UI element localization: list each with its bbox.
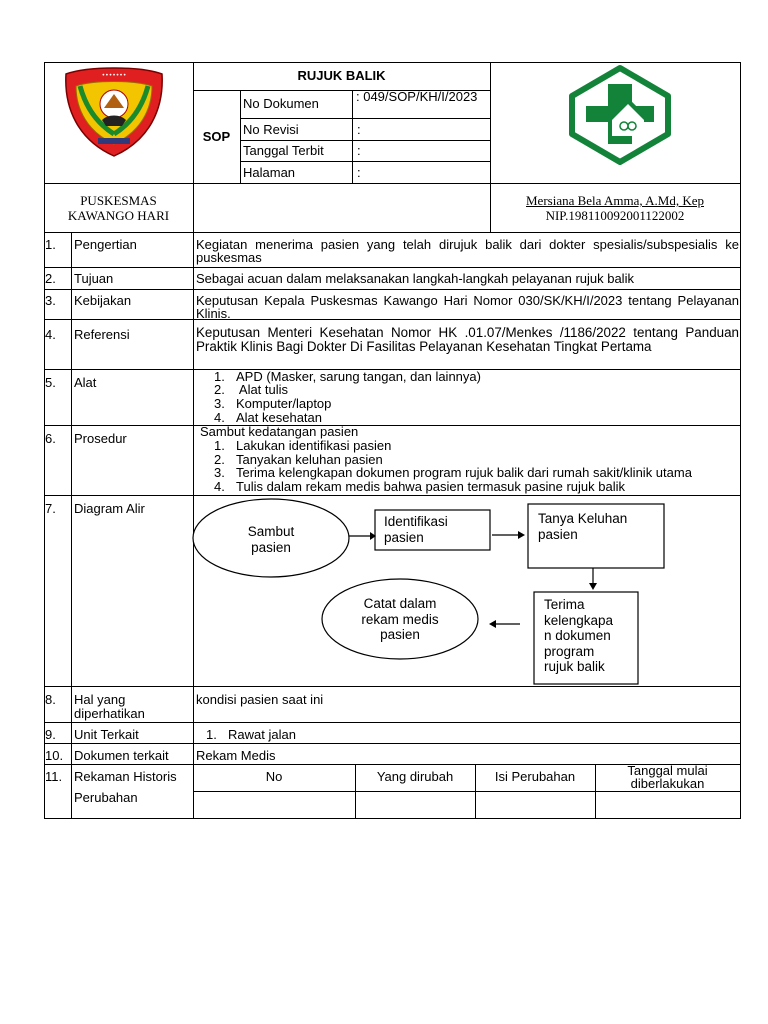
flow-node-sambut: Sambut pasien (247, 524, 295, 555)
row-label-pengertian: Pengertian (74, 237, 137, 252)
alat-item: Alat kesehatan (236, 410, 323, 425)
prosedur-step: Terima kelengkapan dokumen program rujuk balik dari rumah sakit/klinik utama (236, 465, 692, 480)
row-number: 7. (45, 501, 56, 516)
row-label-unit-terkait: Unit Terkait (74, 727, 139, 742)
prosedur-intro: Sambut kedatangan pasien (200, 424, 359, 439)
org-name-line1: PUSKESMAS (80, 193, 157, 208)
row-number: 2. (45, 271, 56, 286)
pengertian-text: Kegiatan menerima pasien yang telah dirujuk balik dari dokter spesialis/subspesialis ke puskesmas (196, 237, 739, 265)
flow-arrow-3-head (589, 583, 597, 590)
field-label-no-revisi: No Revisi (243, 122, 299, 137)
row-label-hal-line2: diperhatikan (74, 706, 145, 721)
signer-name: Mersiana Bela Amma, A.Md, Kep (526, 193, 704, 208)
alat-item: APD (Masker, sarung tangan, dan lainnya) (236, 369, 481, 384)
kebijakan-text: Keputusan Kepala Puskesmas Kawango Hari Nomor 030/SK/KH/I/2023 tentang Pelayanan Klinis. (196, 293, 739, 321)
field-value-no-revisi: : (357, 122, 361, 137)
field-label-no-dokumen: No Dokumen (243, 96, 319, 111)
row-label-kebijakan: Kebijakan (74, 293, 132, 308)
flow-node-catat: Catat dalam rekam medis pasien (361, 596, 439, 642)
row-label-diagram-alir: Diagram Alir (74, 501, 145, 516)
flow-node-terima: Terima kelengkapa n dokumen program rujuk balik (544, 597, 614, 674)
hal-text: kondisi pasien saat ini (196, 692, 324, 707)
row-label-rekaman-line2: Perubahan (74, 790, 138, 805)
list-item-number: 2. (214, 452, 225, 467)
field-value-halaman: : (357, 165, 361, 180)
row-number: 11. (45, 769, 63, 784)
flow-arrow-2-head (518, 531, 525, 539)
row-number: 9. (45, 727, 56, 742)
field-value-tanggal-terbit: : (357, 143, 361, 158)
list-item-number: 3. (214, 465, 225, 480)
row-number: 8. (45, 692, 56, 707)
row-label-dokumen-terkait: Dokumen terkait (74, 748, 169, 763)
alat-item: Komputer/laptop (236, 396, 332, 411)
tujuan-text: Sebagai acuan dalam melaksanakan langkah-langkah pelayanan rujuk balik (196, 271, 634, 286)
row-label-rekaman-line1: Rekaman Historis (74, 769, 177, 784)
org-name-line2: KAWANGO HARI (67, 208, 170, 223)
flow-arrow-4-head (489, 620, 496, 628)
alat-item: Alat tulis (236, 382, 289, 397)
row-number: 1. (45, 237, 56, 252)
list-item-number: 1. (214, 438, 225, 453)
history-col-isi-perubahan: Isi Perubahan (494, 769, 576, 784)
row-number: 5. (45, 375, 56, 390)
field-label-halaman: Halaman (243, 165, 296, 180)
list-item-number: 1. (214, 369, 225, 384)
row-number: 3. (45, 293, 56, 308)
list-item-number: 4. (214, 410, 225, 425)
signer-nip: NIP.198110092001122002 (545, 208, 685, 223)
list-item-number: 3. (214, 396, 225, 411)
row-number: 4. (45, 327, 56, 342)
row-label-prosedur: Prosedur (74, 431, 127, 446)
list-item-number: 2. (214, 382, 225, 397)
prosedur-step: Tanyakan keluhan pasien (236, 452, 383, 467)
list-item-number: 1. (206, 727, 217, 742)
unit-item: Rawat jalan (228, 727, 296, 742)
referensi-text: Keputusan Menteri Kesehatan Nomor HK .01.07/Menkes /1186/2022 tentang Panduan Praktik Klinis Bagi Dokter Di Fasilitas Pelayanan Kesehatan Tingkat Pertama (196, 325, 739, 354)
list-item-number: 4. (214, 479, 225, 494)
row-label-referensi: Referensi (74, 327, 130, 342)
history-col-tanggal: Tanggal mulai diberlakukan (627, 763, 708, 791)
prosedur-step: Lakukan identifikasi pasien (236, 438, 392, 453)
document-title: RUJUK BALIK (297, 68, 386, 83)
history-col-yang-dirubah: Yang dirubah (376, 769, 454, 784)
field-label-tanggal-terbit: Tanggal Terbit (243, 143, 324, 158)
svg-text:•••••••: ••••••• (101, 72, 127, 79)
row-label-alat: Alat (74, 375, 97, 390)
row-label-hal-line1: Hal yang (74, 692, 126, 707)
row-label-tujuan: Tujuan (74, 271, 114, 286)
history-col-no: No (265, 769, 283, 784)
dokumen-text: Rekam Medis (196, 748, 276, 763)
row-number: 6. (45, 431, 56, 446)
row-number: 10. (45, 748, 64, 763)
prosedur-step: Tulis dalam rekam medis bahwa pasien termasuk pasine rujuk balik (236, 479, 625, 494)
flow-node-identifikasi: Identifikasi pasien (384, 514, 448, 545)
field-value-no-dokumen: : 049/SOP/KH/I/2023 (356, 89, 478, 104)
flow-node-tanya-keluhan: Tanya Keluhan pasien (538, 511, 628, 542)
sop-label: SOP (202, 129, 231, 144)
